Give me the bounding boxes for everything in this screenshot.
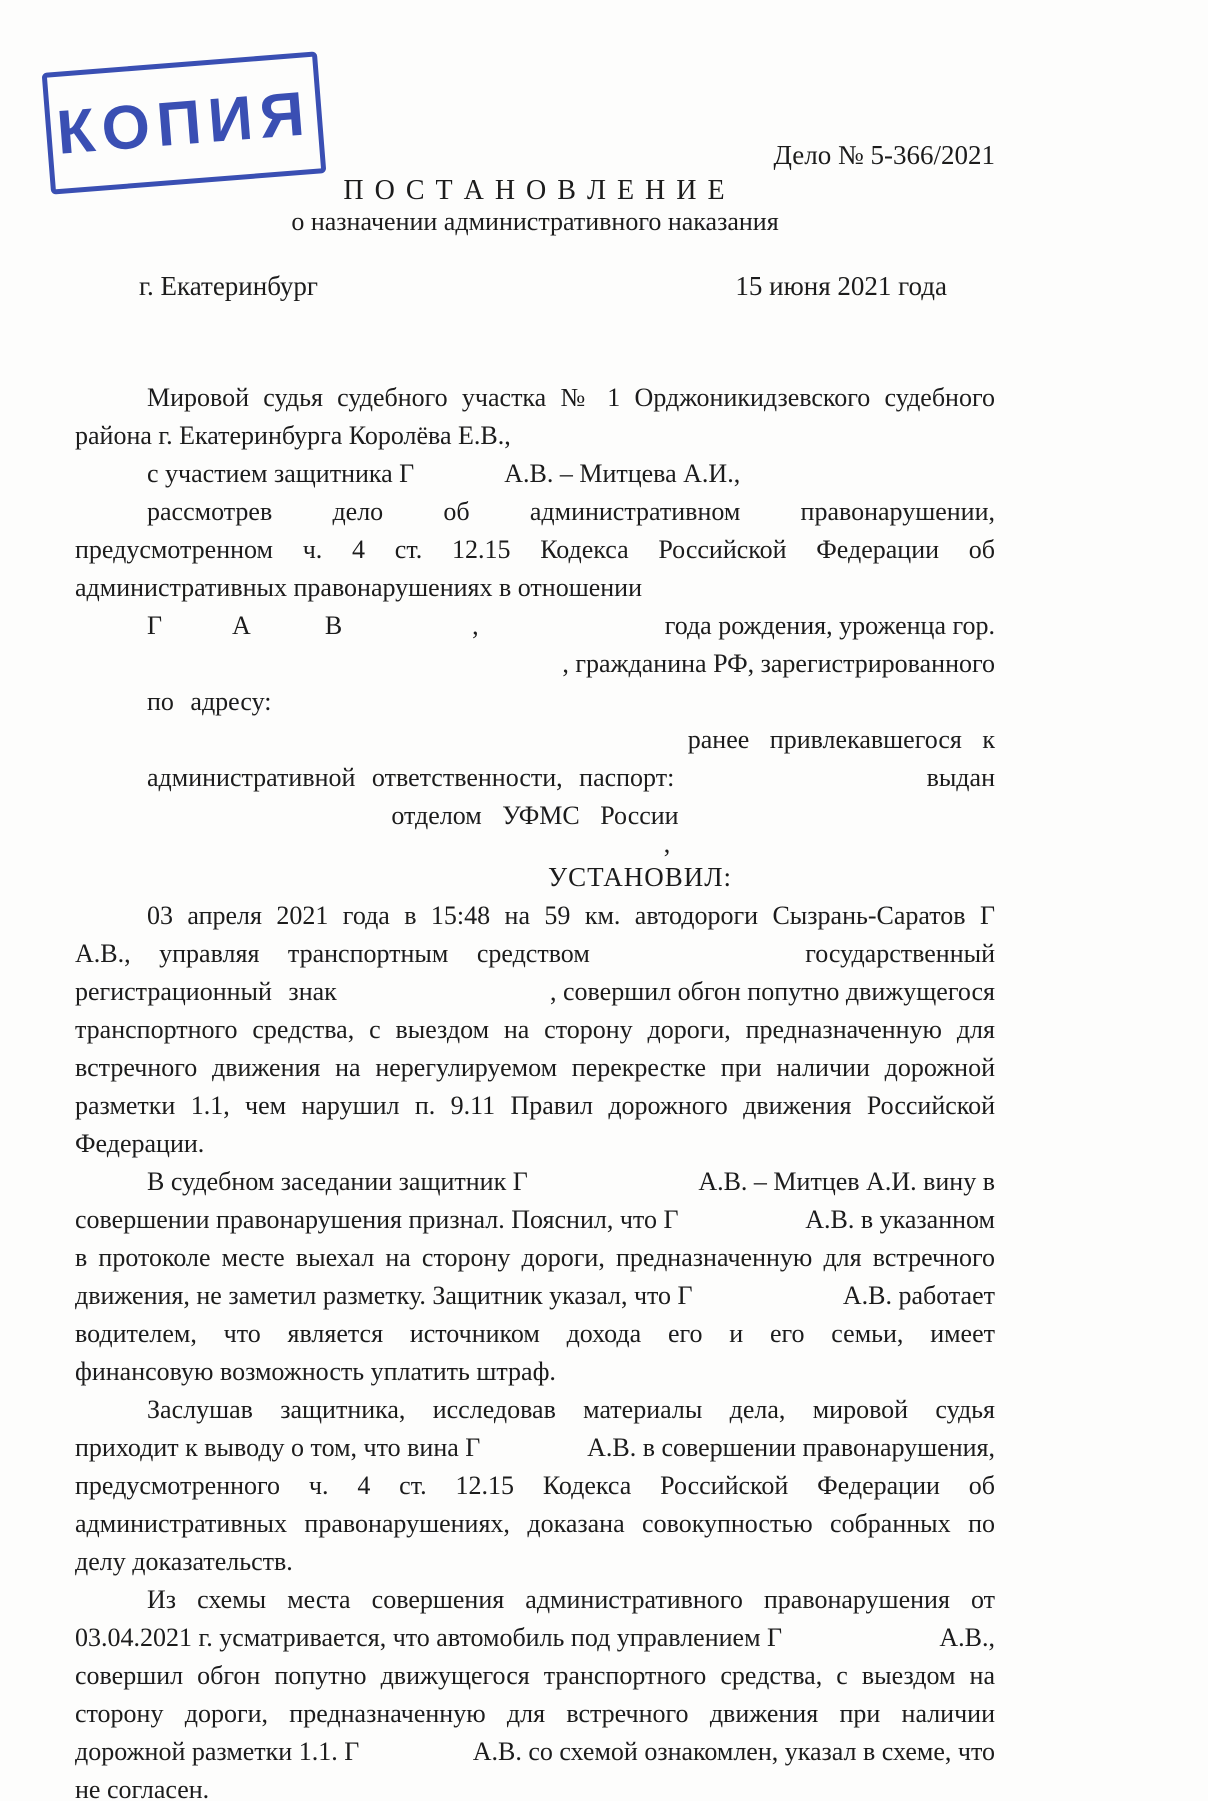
doc-line-segment: с участием защитника Г — [147, 459, 415, 488]
doc-line — [75, 1619, 995, 1657]
doc-line-segment: А — [232, 611, 251, 640]
doc-line: , — [663, 829, 671, 858]
doc-line: Мировой судья судебного участка № 1 Орджоникидзевского судебного — [147, 383, 995, 412]
doc-line — [75, 1277, 995, 1315]
doc-line: встречного движения на нерегулируемом перекрестке при наличии дорожной — [75, 1053, 995, 1082]
doc-line-segment: , — [472, 611, 479, 640]
redaction-gap — [342, 607, 472, 645]
doc-line-segment: 03.04.2021 г. усматривается, что автомобиль под управлением Г — [75, 1623, 783, 1652]
redaction-gap — [251, 607, 325, 645]
doc-line-segment: А.В. со схемой ознакомлен, указал в схеме, что — [472, 1737, 995, 1766]
doc-line: разметки 1.1, чем нарушил п. 9.11 Правил дорожного движения Российской — [75, 1091, 995, 1120]
doc-line: Заслушав защитника, исследовав материалы дела, мировой судья — [147, 1395, 995, 1424]
document-subtitle: о назначении административного наказания — [291, 207, 779, 236]
doc-line: рассмотрев дело об административном правонарушении, — [147, 497, 995, 526]
doc-line — [75, 973, 995, 1011]
doc-line: сторону дороги, предназначенную для встречного движения при наличии — [75, 1699, 995, 1728]
doc-line-segment: выдан — [926, 763, 995, 792]
intro-paragraph — [75, 379, 995, 897]
doc-line: отделом УФМС России — [391, 801, 679, 830]
doc-line-segment: административной ответственности, паспорт: — [147, 763, 675, 792]
doc-line: не согласен. — [75, 1775, 210, 1801]
doc-line: по адресу: — [147, 687, 272, 716]
doc-line-segment: А.В. – Митцева А.И., — [504, 459, 741, 488]
doc-line-segment: В — [324, 611, 343, 640]
doc-line: , гражданина РФ, зарегистрированного — [562, 649, 995, 678]
doc-line-segment: дорожной разметки 1.1. Г — [75, 1737, 360, 1766]
document-title: П О С Т А Н О В Л Е Н И Е — [343, 175, 727, 206]
city-label: г. Екатеринбург — [139, 271, 318, 301]
doc-line — [75, 759, 995, 797]
doc-line: ранее привлекавшегося к — [687, 725, 995, 754]
city-date-row — [75, 271, 995, 301]
date-label: 15 июня 2021 года — [735, 271, 947, 301]
scheme-paragraph — [75, 1581, 995, 1801]
doc-line — [75, 1733, 995, 1771]
doc-line: административных правонарушениях, доказана совокупностью собранных по — [75, 1509, 995, 1538]
doc-line: водителем, что является источником дохода его и его семьи, имеет — [75, 1319, 995, 1348]
doc-line — [75, 1429, 995, 1467]
doc-line-segment: А.В. – Митцев А.И. вину в — [698, 1167, 995, 1196]
doc-line — [75, 1201, 995, 1239]
resolved-heading: УСТАНОВИЛ: — [547, 862, 733, 892]
doc-line: 03 апреля 2021 года в 15:48 на 59 км. автодороги Сызрань-Саратов Г — [147, 901, 995, 930]
doc-line — [75, 607, 995, 645]
document-content — [75, 0, 995, 1801]
case-number: Дело № 5-366/2021 — [773, 140, 995, 170]
copy-stamp-label: КОПИЯ — [54, 78, 314, 168]
doc-line-segment: движения, не заметил разметку. Защитник указал, что Г — [75, 1281, 693, 1310]
doc-line: предусмотренного ч. 4 ст. 12.15 Кодекса Российской Федерации об — [75, 1471, 995, 1500]
doc-line-segment: , совершил обгон попутно движущегося — [550, 977, 995, 1006]
doc-line — [75, 1163, 995, 1201]
doc-line-segment: А.В., управляя транспортным средством — [75, 939, 590, 968]
doc-line: в протоколе месте выехал на сторону дороги, предназначенную для встречного — [75, 1243, 995, 1272]
doc-line: Из схемы места совершения административного правонарушения от — [147, 1585, 995, 1614]
doc-line: транспортного средства, с выездом на сторону дороги, предназначенную для — [75, 1015, 995, 1044]
doc-line-segment: приходит к выводу о том, что вина Г — [75, 1433, 481, 1462]
doc-line: предусмотренном ч. 4 ст. 12.15 Кодекса Российской Федерации об — [75, 535, 995, 564]
facts-paragraph — [75, 897, 995, 1163]
doc-line — [75, 455, 995, 493]
doc-line: делу доказательств. — [75, 1547, 293, 1576]
doc-line-segment: года рождения, уроженца гор. — [664, 611, 995, 640]
doc-line: района г. Екатеринбурга Королёва Е.В., — [75, 421, 511, 450]
doc-line: административных правонарушениях в отношении — [75, 573, 643, 602]
doc-line-segment: государственный — [805, 939, 995, 968]
doc-line: Федерации. — [75, 1129, 205, 1158]
doc-line — [75, 935, 995, 973]
redaction-gap — [414, 455, 504, 493]
doc-line-segment: В судебном заседании защитник Г — [147, 1167, 528, 1196]
doc-line-segment: совершении правонарушения признал. Пояснил, что Г — [75, 1205, 679, 1234]
doc-line-segment: А.В. работает — [842, 1281, 995, 1310]
doc-line-segment: А.В., — [939, 1623, 995, 1652]
doc-line-segment: регистрационный знак — [75, 977, 337, 1006]
conclusion-paragraph — [75, 1391, 995, 1581]
doc-line-segment: А.В. в указанном — [805, 1205, 995, 1234]
doc-line: совершил обгон попутно движущегося транспортного средства, с выездом на — [75, 1661, 995, 1690]
redaction-gap — [162, 607, 232, 645]
doc-line-segment: А.В. в совершении правонарушения, — [587, 1433, 995, 1462]
hearing-paragraph — [75, 1163, 995, 1391]
doc-line-segment: Г — [147, 611, 163, 640]
doc-line: финансовую возможность уплатить штраф. — [75, 1357, 556, 1386]
